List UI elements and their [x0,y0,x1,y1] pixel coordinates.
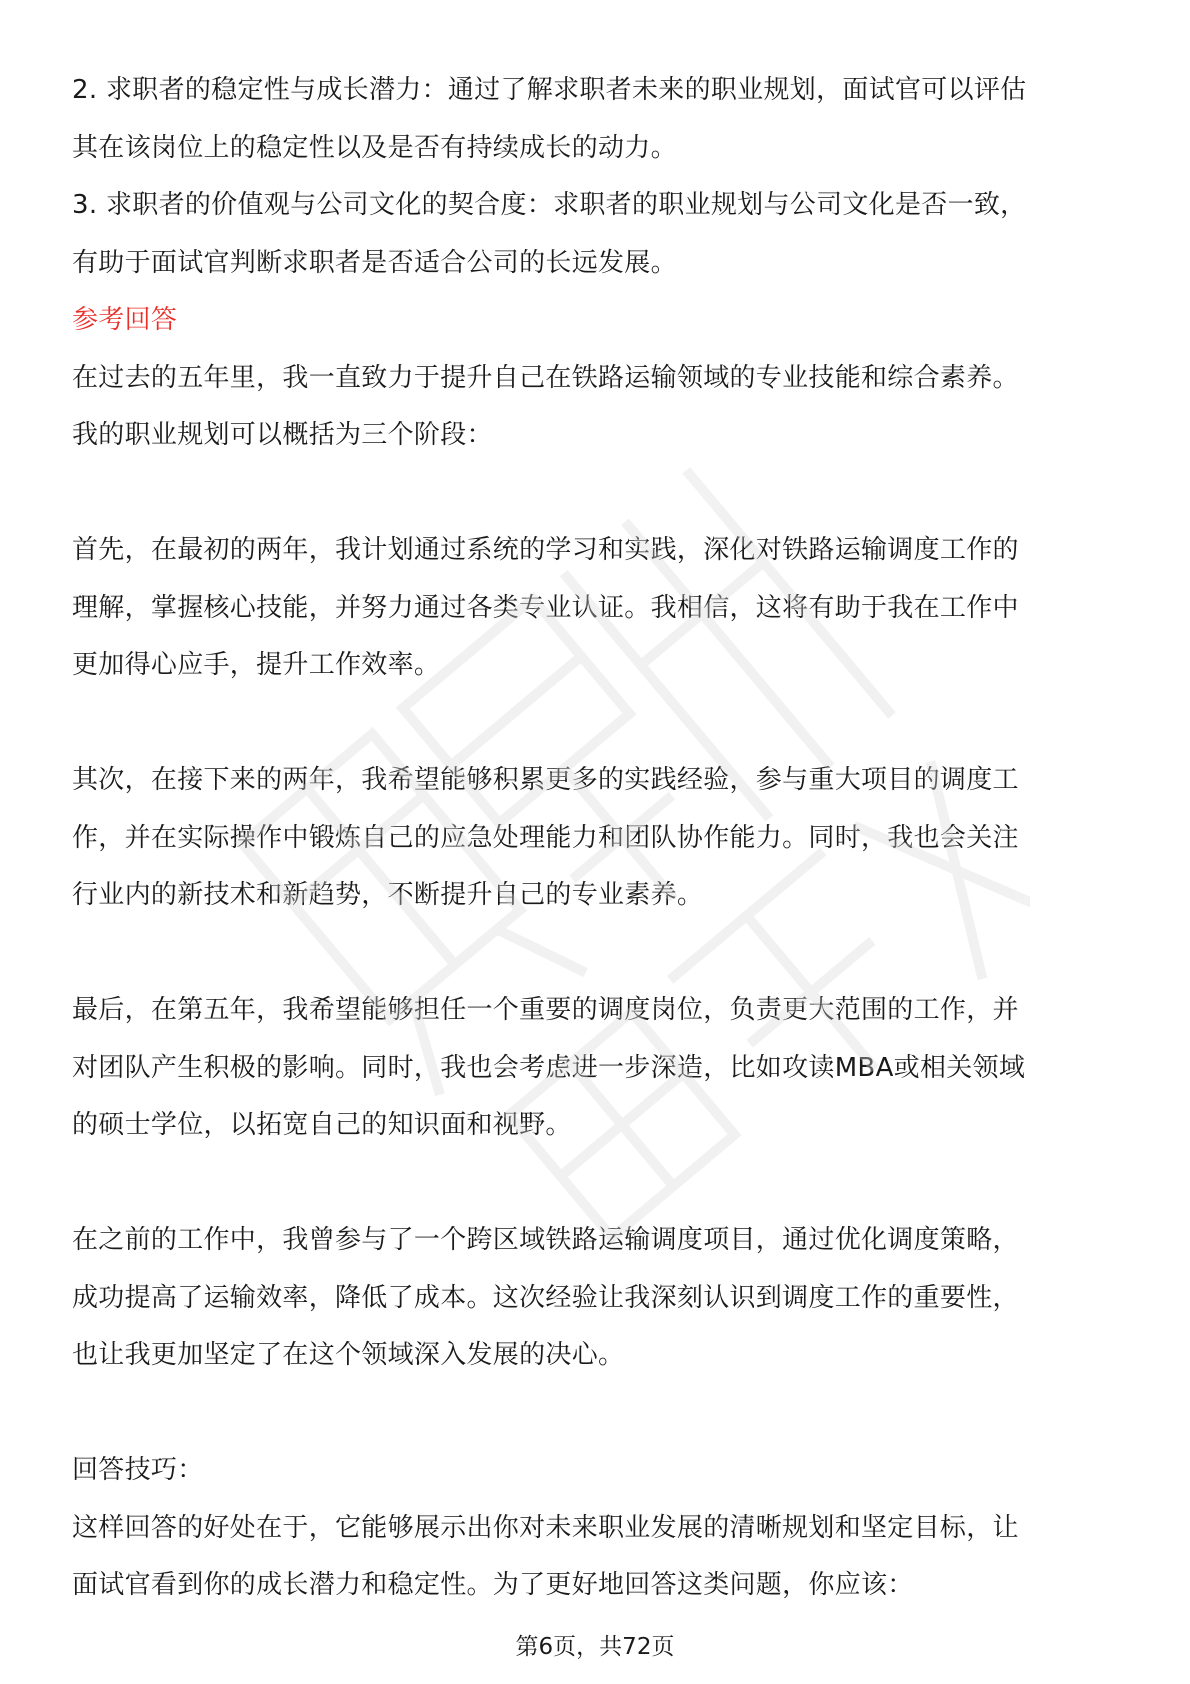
text-line: 行业内的新技术和新趋势，不断提升自己的专业素养。 [72,880,704,910]
text-line: 3. 求职者的价值观与公司文化的契合度：求职者的职业规划与公司文化是否一致， [72,190,1027,220]
text-line: 其次，在接下来的两年，我希望能够积累更多的实践经验，参与重大项目的调度工 [72,765,1019,795]
paragraph-gap [72,1155,1118,1213]
text-line: 作，并在实际操作中锻炼自己的应急处理能力和团队协作能力。同时，我也会关注 [72,822,1019,853]
page-footer: 第6页，共72页 [515,1634,675,1660]
text-line: 2. 求职者的稳定性与成长潜力：通过了解求职者未来的职业规划，面试官可以评估 [72,75,1027,105]
paragraph-gap [72,925,1118,983]
text-line: 面试官看到你的成长潜力和稳定性。为了更好地回答这类问题，你应该： [72,1570,914,1600]
text-line: 有助于面试官判断求职者是否适合公司的长远发展。 [72,247,677,278]
text-line: 这样回答的好处在于，它能够展示出你对未来职业发展的清晰规划和坚定目标，让 [72,1512,1019,1543]
text-line: 其在该岗位上的稳定性以及是否有持续成长的动力。 [72,132,677,163]
text-line: 在之前的工作中，我曾参与了一个跨区域铁路运输调度项目，通过优化调度策略， [72,1225,1019,1255]
document-body [72,62,1118,1615]
text-line: 的硕士学位，以拓宽自己的知识面和视野。 [72,1110,572,1140]
text-line: 更加得心应手，提升工作效率。 [72,650,441,680]
text-line: 首先，在最初的两年，我计划通过系统的学习和实践，深化对铁路运输调度工作的 [72,535,1019,565]
text-line: 也让我更加坚定了在这个领域深入发展的决心。 [72,1340,625,1370]
paragraph-gap [72,695,1118,753]
text-line: 对团队产生积极的影响。同时，我也会考虑进一步深造，比如攻读MBA或相关领域 [72,1052,1026,1083]
paragraph-gap [72,465,1118,523]
text-line: 我的职业规划可以概括为三个阶段： [72,420,493,450]
section-heading: 参考回答 [72,305,178,335]
text-line: 成功提高了运输效率，降低了成本。这次经验让我深刻认识到调度工作的重要性， [72,1282,1019,1313]
text-line: 在过去的五年里，我一直致力于提升自己在铁路运输领域的专业技能和综合素养。 [72,362,1019,393]
text-line: 理解，掌握核心技能，并努力通过各类专业认证。我相信，这将有助于我在工作中 [72,592,1019,623]
text-line: 回答技巧： [72,1455,204,1485]
text-line: 最后，在第五年，我希望能够担任一个重要的调度岗位，负责更大范围的工作，并 [72,995,1019,1025]
paragraph-gap [72,1385,1118,1443]
